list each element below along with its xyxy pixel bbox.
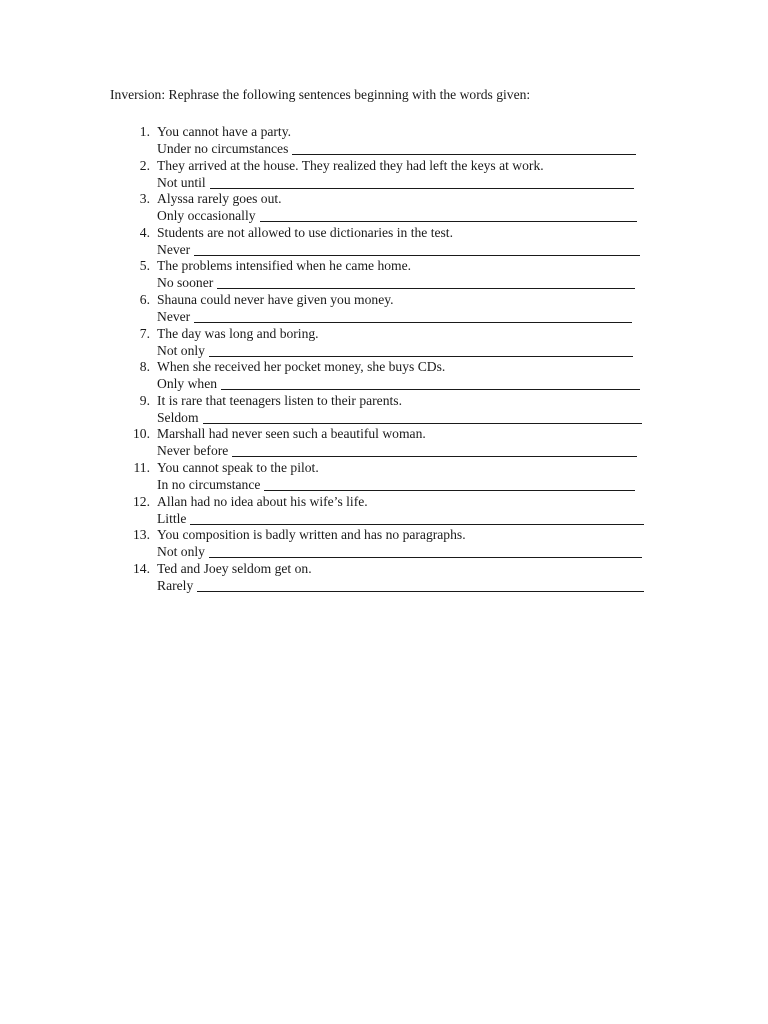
exercise-list	[0, 123, 768, 593]
item-sentence: The problems intensified when he came home.	[157, 258, 412, 274]
item-number: 14.	[133, 560, 150, 576]
answer-blank[interactable]	[292, 141, 636, 155]
item-sentence: The day was long and boring.	[157, 325, 319, 341]
answer-blank[interactable]	[194, 242, 640, 256]
answer-prompt: Never	[157, 308, 191, 324]
answer-prompt: In no circumstance	[157, 476, 261, 492]
answer-prompt: Not only	[157, 342, 205, 358]
exercise-item	[0, 425, 768, 459]
exercise-item	[0, 190, 768, 224]
answer-row	[157, 140, 636, 157]
exercise-item	[0, 291, 768, 325]
answer-row	[157, 308, 632, 325]
item-number: 11.	[133, 459, 150, 475]
exercise-item	[0, 526, 768, 560]
item-number: 13.	[133, 527, 150, 543]
item-number: 9.	[139, 392, 150, 408]
exercise-item	[0, 493, 768, 527]
answer-blank[interactable]	[264, 477, 635, 491]
answer-row	[157, 442, 637, 459]
item-number: 8.	[139, 359, 150, 375]
answer-blank[interactable]	[209, 544, 642, 558]
answer-row	[157, 207, 637, 224]
answer-row	[157, 274, 635, 291]
answer-row	[157, 543, 642, 560]
exercise-item	[0, 560, 768, 594]
item-number: 4.	[139, 224, 150, 240]
answer-prompt: Seldom	[157, 409, 199, 425]
answer-row	[157, 510, 644, 527]
item-sentence: Students are not allowed to use dictionaries in the test.	[157, 224, 453, 240]
answer-prompt: Rarely	[157, 577, 194, 593]
item-sentence: Shauna could never have given you money.	[157, 291, 394, 307]
answer-row	[157, 409, 642, 426]
answer-prompt: Only when	[157, 376, 218, 392]
item-number: 7.	[139, 325, 150, 341]
answer-prompt: Little	[157, 510, 187, 526]
answer-prompt: Not only	[157, 544, 205, 560]
answer-blank[interactable]	[221, 376, 640, 390]
answer-row	[157, 375, 640, 392]
item-number: 5.	[139, 258, 150, 274]
answer-prompt: Under no circumstances	[157, 141, 289, 156]
item-sentence: Ted and Joey seldom get on.	[157, 560, 312, 576]
item-sentence: You cannot speak to the pilot.	[157, 459, 319, 475]
item-number: 12.	[133, 493, 150, 509]
answer-blank[interactable]	[190, 511, 644, 525]
instruction-text: Inversion: Rephrase the following sentences beginning with the words given:	[110, 87, 531, 102]
answer-prompt: Never before	[157, 443, 229, 459]
answer-blank[interactable]	[203, 410, 642, 424]
answer-prompt: Never	[157, 241, 191, 257]
answer-row	[157, 476, 635, 493]
answer-blank[interactable]	[194, 309, 632, 323]
item-number: 1.	[139, 124, 150, 139]
exercise-item	[0, 392, 768, 426]
answer-row	[157, 577, 644, 594]
answer-row	[157, 342, 633, 359]
item-sentence: Marshall had never seen such a beautiful woman.	[157, 426, 426, 442]
answer-blank[interactable]	[260, 208, 637, 222]
answer-prompt: Not until	[157, 174, 206, 190]
exercise-item	[0, 123, 768, 157]
exercise-item	[0, 157, 768, 191]
item-number: 3.	[139, 191, 150, 207]
item-sentence: You cannot have a party.	[157, 124, 292, 139]
item-sentence: Alyssa rarely goes out.	[157, 191, 282, 207]
item-number: 6.	[139, 291, 150, 307]
exercise-item	[0, 224, 768, 258]
answer-prompt: Only occasionally	[157, 208, 256, 224]
item-sentence: When she received her pocket money, she buys CDs.	[157, 359, 446, 375]
exercise-item	[0, 257, 768, 291]
exercise-item	[0, 459, 768, 493]
exercise-item	[0, 325, 768, 359]
answer-blank[interactable]	[209, 343, 633, 357]
answer-blank[interactable]	[197, 578, 644, 592]
item-sentence: It is rare that teenagers listen to their parents.	[157, 392, 402, 408]
answer-row	[157, 241, 640, 258]
answer-prompt: No sooner	[157, 275, 214, 291]
item-number: 2.	[139, 157, 150, 173]
item-number: 10.	[133, 426, 150, 442]
item-sentence: You composition is badly written and has no paragraphs.	[157, 527, 466, 543]
exercise-item	[0, 358, 768, 392]
answer-row	[157, 174, 634, 191]
item-sentence: Allan had no idea about his wife’s life.	[157, 493, 368, 509]
item-sentence: They arrived at the house. They realized they had left the keys at work.	[157, 157, 544, 173]
answer-blank[interactable]	[232, 443, 637, 457]
answer-blank[interactable]	[217, 275, 635, 289]
answer-blank[interactable]	[210, 175, 634, 189]
